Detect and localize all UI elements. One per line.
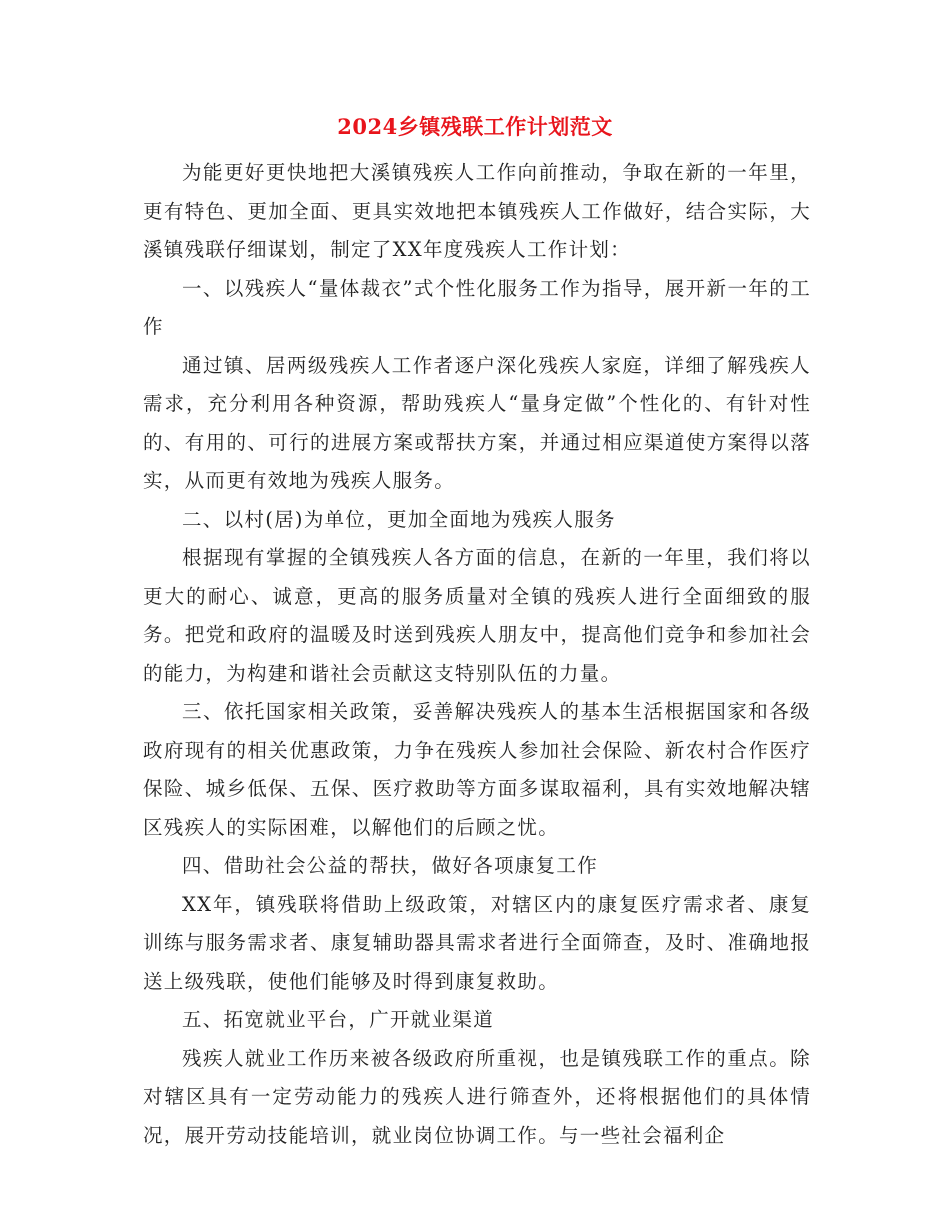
document-body <box>143 154 811 1155</box>
section-heading-2: 二、以村(居)为单位，更加全面地为残疾人服务 <box>182 507 616 531</box>
paragraph-intro: 为能更好更快地把大溪镇残疾人工作向前推动，争取在新的一年里，更有特色、更加全面、更具实效地把本镇残疾人工作做好，结合实际，大溪镇残联仔细谋划，制定了XX年度残疾人工作计划： <box>143 161 811 261</box>
section-heading-1: 一、以残疾人“量体裁衣”式个性化服务工作为指导，展开新一年的工作 <box>143 276 811 338</box>
paragraph-section-4: XX年，镇残联将借助上级政策，对辖区内的康复医疗需求者、康复训练与服务需求者、康复辅助器具需求者进行全面筛查，及时、准确地报送上级残联，使他们能够及时得到康复救助。 <box>143 892 811 993</box>
section-heading-5: 五、拓宽就业平台，广开就业渠道 <box>182 1008 495 1031</box>
section-heading-4: 四、借助社会公益的帮扶，做好各项康复工作 <box>182 854 599 877</box>
paragraph-section-2: 根据现有掌握的全镇残疾人各方面的信息，在新的一年里，我们将以更大的耐心、诚意，更高的服务质量对全镇的残疾人进行全面细致的服务。把党和政府的温暖及时送到残疾人朋友中，提高他们竞争和参加社会的能力，为构建和谐社会贡献这支特别队伍的力量。 <box>143 546 811 685</box>
paragraph-section-5: 残疾人就业工作历来被各级政府所重视，也是镇残联工作的重点。除对辖区具有一定劳动能力的残疾人进行筛查外，还将根据他们的具体情况，展开劳动技能培训，就业岗位协调工作。与一些社会福利企 <box>143 1046 811 1147</box>
section-heading-3: 三、依托国家相关政策，妥善解决残疾人的基本生活根据国家和各级政府现有的相关优惠政策，力争在残疾人参加社会保险、新农村合作医疗保险、城乡低保、五保、医疗救助等方面多谋取福利，具有实效地解决辖区残疾人的实际困难，以解他们的后顾之忧。 <box>143 700 811 839</box>
paragraph-section-1: 通过镇、居两级残疾人工作者逐户深化残疾人家庭，详细了解残疾人需求，充分利用各种资源，帮助残疾人“量身定做”个性化的、有针对性的、有用的、可行的进展方案或帮扶方案，并通过相应渠道使方案得以落实，从而更有效地为残疾人服务。 <box>143 353 811 492</box>
document-title: 2024乡镇残联工作计划范文 <box>337 114 613 139</box>
